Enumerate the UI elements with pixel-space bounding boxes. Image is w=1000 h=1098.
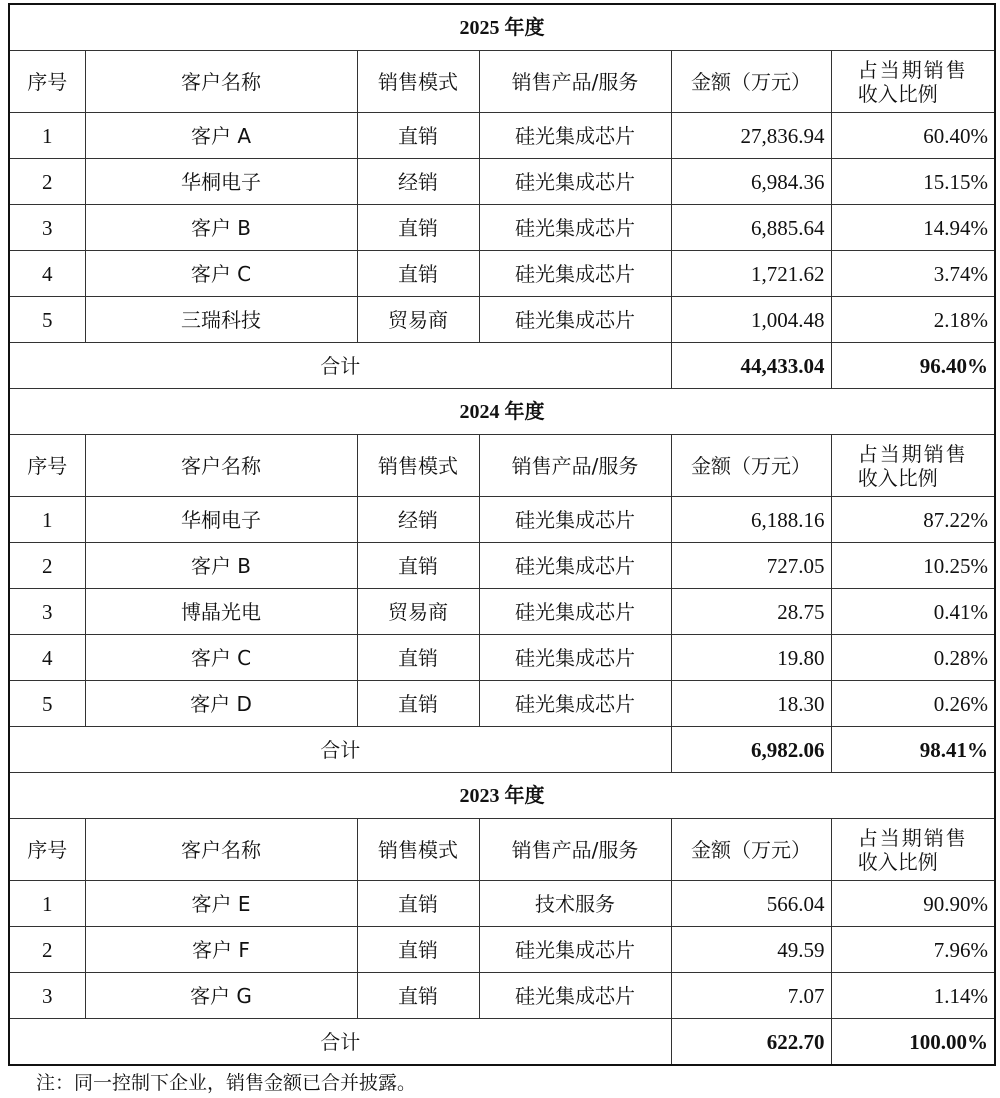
cell-ratio: 3.74% [831, 251, 995, 297]
column-header-row [9, 819, 995, 881]
cell-product: 硅光集成芯片 [479, 297, 671, 343]
cell-ratio: 87.22% [831, 497, 995, 543]
cell-product: 硅光集成芯片 [479, 973, 671, 1019]
cell-index: 2 [9, 543, 85, 589]
cell-customer: 华桐电子 [85, 497, 357, 543]
header-amount: 金额（万元） [671, 51, 831, 113]
table-row [9, 205, 995, 251]
header-mode: 销售模式 [357, 435, 479, 497]
header-ratio [831, 435, 995, 497]
cell-index: 3 [9, 205, 85, 251]
cell-index: 2 [9, 159, 85, 205]
year-heading-row [9, 389, 995, 435]
cell-customer: 华桐电子 [85, 159, 357, 205]
cell-mode: 贸易商 [357, 297, 479, 343]
cell-amount: 19.80 [671, 635, 831, 681]
total-label: 合计 [9, 1019, 671, 1066]
cell-amount: 6,188.16 [671, 497, 831, 543]
total-amount: 622.70 [671, 1019, 831, 1066]
cell-customer: 三瑞科技 [85, 297, 357, 343]
table-row [9, 497, 995, 543]
cell-product: 硅光集成芯片 [479, 635, 671, 681]
cell-product: 硅光集成芯片 [479, 927, 671, 973]
cell-customer: 客户 F [85, 927, 357, 973]
cell-mode: 直销 [357, 973, 479, 1019]
cell-ratio: 15.15% [831, 159, 995, 205]
cell-product: 硅光集成芯片 [479, 497, 671, 543]
cell-index: 2 [9, 927, 85, 973]
header-ratio-line1: 占当期销售 [857, 441, 968, 466]
header-customer: 客户名称 [85, 435, 357, 497]
cell-ratio: 90.90% [831, 881, 995, 927]
cell-index: 5 [9, 297, 85, 343]
table-row [9, 681, 995, 727]
cell-index: 1 [9, 113, 85, 159]
header-customer: 客户名称 [85, 51, 357, 113]
cell-mode: 贸易商 [357, 589, 479, 635]
header-product: 销售产品/服务 [479, 51, 671, 113]
column-header-row [9, 51, 995, 113]
table-row [9, 543, 995, 589]
cell-product: 硅光集成芯片 [479, 681, 671, 727]
header-index: 序号 [9, 819, 85, 881]
cell-ratio: 0.41% [831, 589, 995, 635]
table-row [9, 927, 995, 973]
total-ratio: 100.00% [831, 1019, 995, 1066]
cell-mode: 直销 [357, 927, 479, 973]
header-product: 销售产品/服务 [479, 819, 671, 881]
cell-amount: 6,984.36 [671, 159, 831, 205]
header-ratio [831, 51, 995, 113]
cell-index: 4 [9, 635, 85, 681]
table-row [9, 297, 995, 343]
cell-mode: 直销 [357, 543, 479, 589]
year-heading: 2023 年度 [9, 773, 995, 819]
cell-amount: 7.07 [671, 973, 831, 1019]
cell-index: 4 [9, 251, 85, 297]
header-mode: 销售模式 [357, 819, 479, 881]
cell-index: 1 [9, 881, 85, 927]
cell-ratio: 60.40% [831, 113, 995, 159]
total-row [9, 727, 995, 773]
table-row [9, 113, 995, 159]
cell-amount: 49.59 [671, 927, 831, 973]
cell-amount: 27,836.94 [671, 113, 831, 159]
cell-customer: 博晶光电 [85, 589, 357, 635]
header-product: 销售产品/服务 [479, 435, 671, 497]
cell-ratio: 10.25% [831, 543, 995, 589]
cell-mode: 经销 [357, 497, 479, 543]
cell-product: 硅光集成芯片 [479, 113, 671, 159]
total-amount: 6,982.06 [671, 727, 831, 773]
cell-mode: 直销 [357, 635, 479, 681]
year-heading-row [9, 773, 995, 819]
total-label: 合计 [9, 343, 671, 389]
cell-mode: 直销 [357, 113, 479, 159]
cell-customer: 客户 B [85, 205, 357, 251]
table-row [9, 973, 995, 1019]
cell-mode: 直销 [357, 251, 479, 297]
cell-customer: 客户 A [85, 113, 357, 159]
year-heading: 2024 年度 [9, 389, 995, 435]
cell-product: 硅光集成芯片 [479, 251, 671, 297]
cell-customer: 客户 G [85, 973, 357, 1019]
total-row [9, 1019, 995, 1066]
cell-index: 3 [9, 589, 85, 635]
cell-ratio: 7.96% [831, 927, 995, 973]
total-row [9, 343, 995, 389]
cell-customer: 客户 E [85, 881, 357, 927]
top-customers-table [8, 3, 996, 1066]
cell-product: 硅光集成芯片 [479, 205, 671, 251]
header-index: 序号 [9, 51, 85, 113]
header-ratio-line2: 收入比例 [857, 849, 938, 874]
table-row [9, 635, 995, 681]
cell-ratio: 1.14% [831, 973, 995, 1019]
cell-index: 1 [9, 497, 85, 543]
header-ratio [831, 819, 995, 881]
total-label: 合计 [9, 727, 671, 773]
cell-amount: 28.75 [671, 589, 831, 635]
cell-index: 3 [9, 973, 85, 1019]
cell-amount: 727.05 [671, 543, 831, 589]
cell-product: 硅光集成芯片 [479, 543, 671, 589]
cell-customer: 客户 C [85, 251, 357, 297]
column-header-row [9, 435, 995, 497]
cell-product: 硅光集成芯片 [479, 159, 671, 205]
header-index: 序号 [9, 435, 85, 497]
table-row [9, 589, 995, 635]
header-customer: 客户名称 [85, 819, 357, 881]
header-ratio-line2: 收入比例 [857, 465, 938, 490]
year-heading-row [9, 4, 995, 51]
cell-mode: 直销 [357, 681, 479, 727]
cell-ratio: 2.18% [831, 297, 995, 343]
cell-product: 技术服务 [479, 881, 671, 927]
cell-customer: 客户 D [85, 681, 357, 727]
total-ratio: 96.40% [831, 343, 995, 389]
header-amount: 金额（万元） [671, 819, 831, 881]
cell-index: 5 [9, 681, 85, 727]
year-heading: 2025 年度 [9, 4, 995, 51]
cell-ratio: 0.26% [831, 681, 995, 727]
table-row [9, 159, 995, 205]
total-amount: 44,433.04 [671, 343, 831, 389]
cell-amount: 18.30 [671, 681, 831, 727]
header-ratio-line1: 占当期销售 [857, 825, 968, 850]
cell-mode: 经销 [357, 159, 479, 205]
total-ratio: 98.41% [831, 727, 995, 773]
cell-amount: 566.04 [671, 881, 831, 927]
header-ratio-line2: 收入比例 [857, 81, 938, 106]
cell-ratio: 14.94% [831, 205, 995, 251]
cell-customer: 客户 C [85, 635, 357, 681]
header-ratio-line1: 占当期销售 [857, 57, 968, 82]
cell-mode: 直销 [357, 881, 479, 927]
cell-mode: 直销 [357, 205, 479, 251]
table-row [9, 251, 995, 297]
cell-amount: 1,004.48 [671, 297, 831, 343]
cell-amount: 6,885.64 [671, 205, 831, 251]
header-mode: 销售模式 [357, 51, 479, 113]
cell-amount: 1,721.62 [671, 251, 831, 297]
cell-product: 硅光集成芯片 [479, 589, 671, 635]
header-amount: 金额（万元） [671, 435, 831, 497]
cell-customer: 客户 B [85, 543, 357, 589]
table-row [9, 881, 995, 927]
footnote: 注：同一控制下企业，销售金额已合并披露。 [36, 1072, 417, 1094]
cell-ratio: 0.28% [831, 635, 995, 681]
